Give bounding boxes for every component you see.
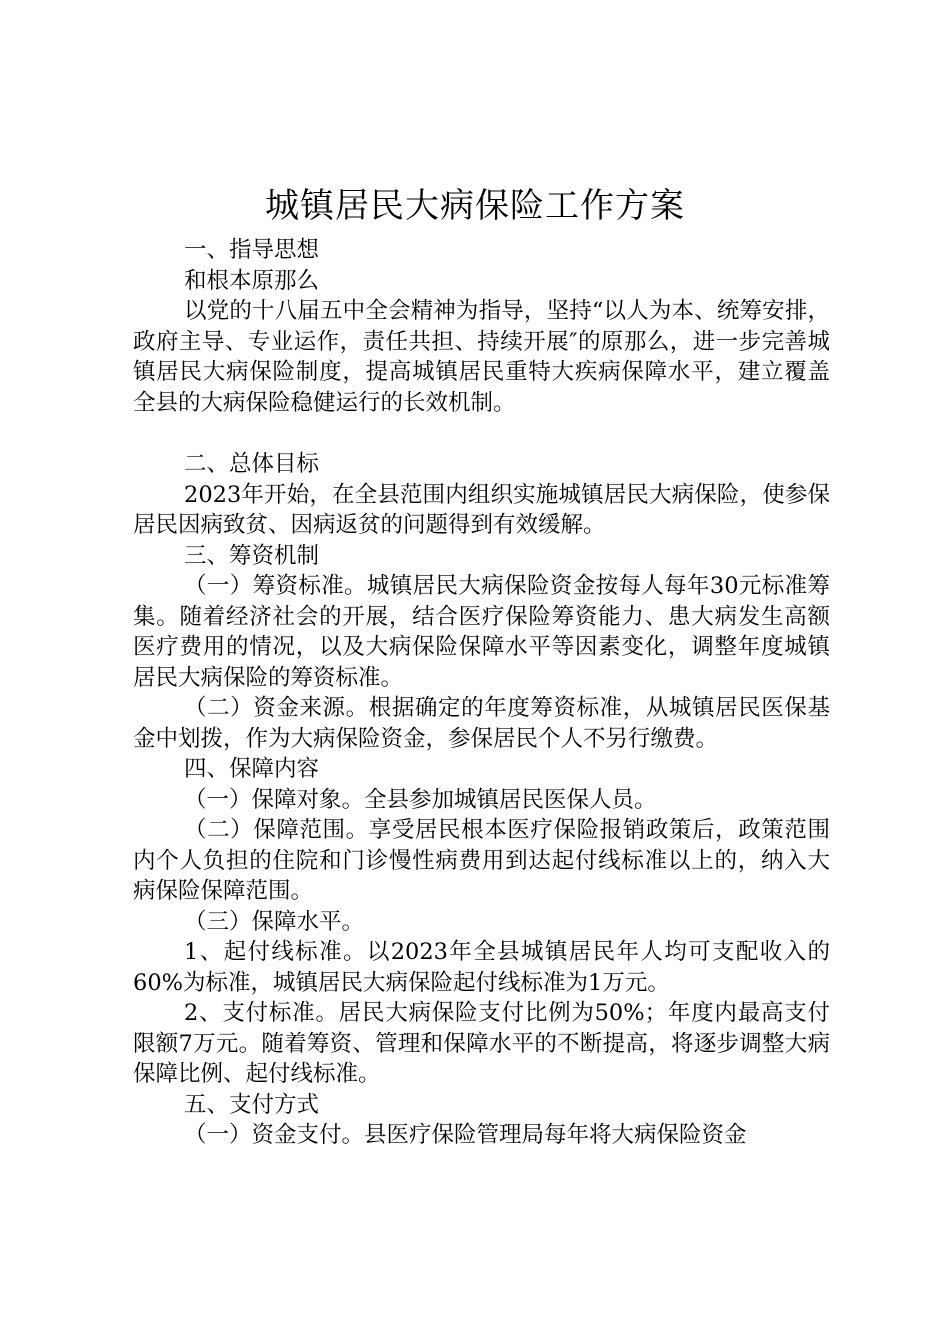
paragraph-guiding-principles: 以党的十八届五中全会精神为指导，坚持“以人为本、统筹安排，政府主导、专业运作，责任共担、持续开展″的原那么，进一步完善城镇居民大病保险制度，提高城镇居民重特大疾病保障水平，建立覆盖全县的大病保险稳健运行的长效机制。 bbox=[133, 298, 830, 416]
section-subheading-principles: 和根本原那么 bbox=[184, 267, 320, 294]
document-body bbox=[133, 235, 830, 1151]
section-heading-overall-goal: 二、总体目标 bbox=[184, 451, 320, 477]
paragraph-overall-goal: 2023年开始，在全县范围内组织实施城镇居民大病保险，使参保居民因病致贫、因病返贫的问题得到有效缓解。 bbox=[133, 481, 830, 538]
paragraph-spacer bbox=[133, 418, 830, 449]
section-heading-payment-method: 五、支付方式 bbox=[184, 1091, 320, 1118]
section-heading-funding-mechanism: 三、筹资机制 bbox=[184, 542, 320, 569]
paragraph-funding-standard: （一）筹资标准。城镇居民大病保险资金按每人每年30元标准筹集。随着经济社会的开展，结合医疗保险筹资能力、患大病发生高额医疗费用的情况，以及大病保险保障水平等因素变化，调整年度城镇居民大病保险的筹资标准。 bbox=[133, 573, 830, 691]
document-title: 城镇居民大病保险工作方案 bbox=[265, 186, 685, 226]
paragraph-coverage-scope: （二）保障范围。享受居民根本医疗保险报销政策后，政策范围内个人负担的住院和门诊慢性病费用到达起付线标准以上的，纳入大病保险保障范围。 bbox=[133, 817, 830, 904]
paragraph-payment-standard: 2、支付标准。居民大病保险支付比例为50%；年度内最高支付限额7万元。随着筹资、管理和保障水平的不断提高，将逐步调整大病保障比例、起付线标准。 bbox=[133, 1000, 830, 1087]
section-heading-coverage: 四、保障内容 bbox=[184, 756, 320, 782]
paragraph-fund-payment: （一）资金支付。县医疗保险管理局每年将大病保险资金 bbox=[184, 1122, 747, 1148]
section-heading-guiding-ideology: 一、指导思想 bbox=[184, 237, 320, 263]
paragraph-deductible-standard: 1、起付线标准。以2023年全县城镇居民年人均可支配收入的60%为标准，城镇居民大病保险起付线标准为1万元。 bbox=[133, 939, 830, 996]
paragraph-coverage-target: （一）保障对象。全县参加城镇居民医保人员。 bbox=[184, 786, 657, 813]
paragraph-funding-source: （二）资金来源。根据确定的年度筹资标准，从城镇居民医保基金中划拨，作为大病保险资金，参保居民个人不另行缴费。 bbox=[133, 695, 830, 752]
paragraph-coverage-level: （三）保障水平。 bbox=[184, 908, 365, 935]
